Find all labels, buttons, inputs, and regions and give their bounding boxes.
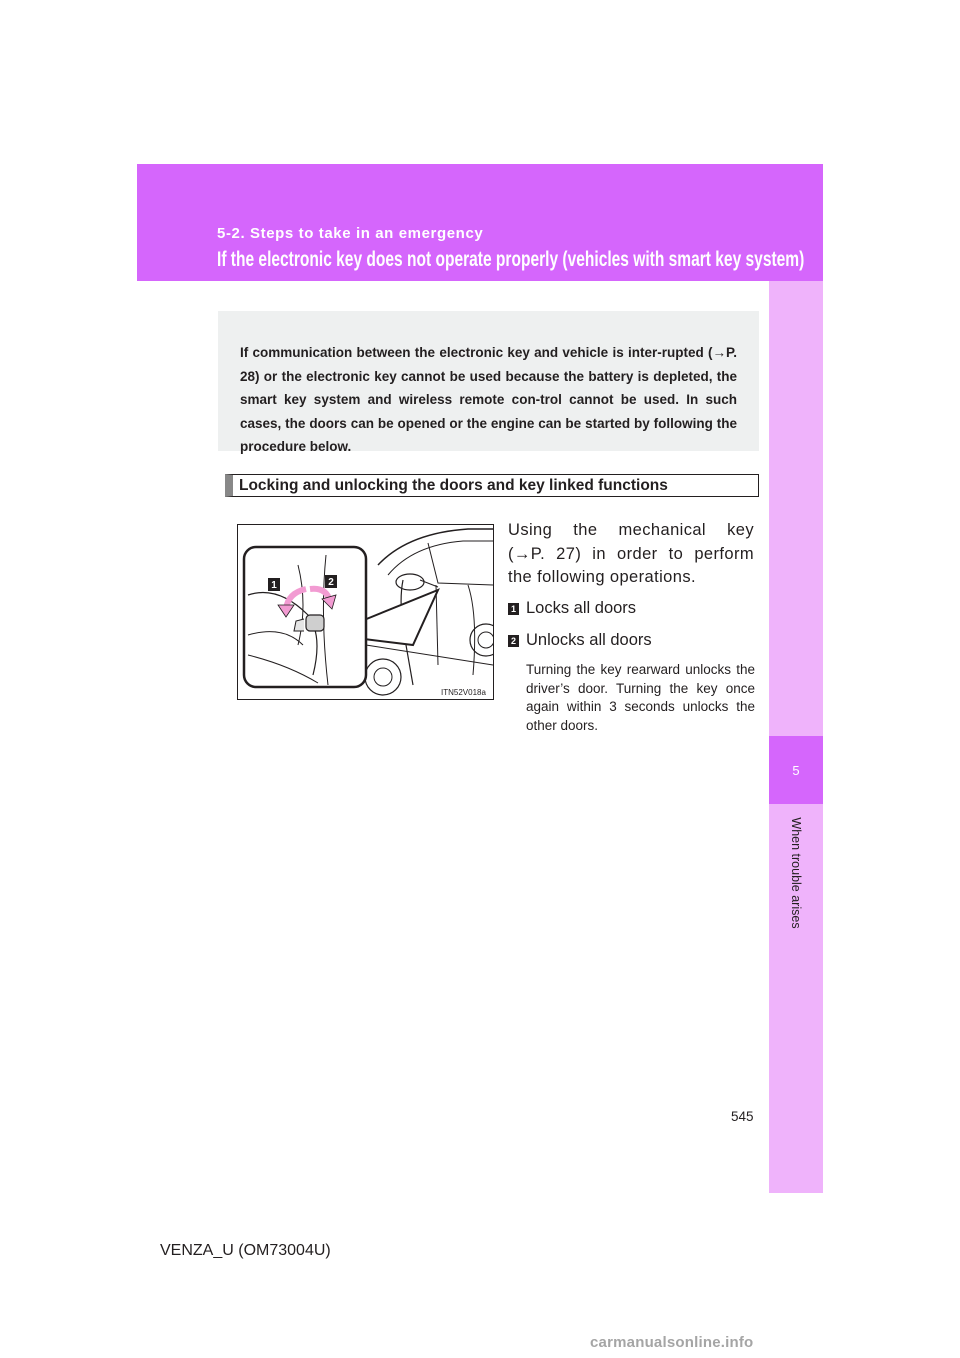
section-heading: Locking and unlocking the doors and key linked functions (225, 474, 759, 497)
step-number-badge: 2 (508, 635, 519, 647)
callout-1: 1 (271, 580, 277, 591)
section-label: 5-2. Steps to take in an emergency (217, 225, 484, 242)
page-number: 545 (731, 1109, 754, 1124)
body-line-2: (→P. 27) in order to perform (508, 544, 754, 563)
chapter-number: 5 (792, 762, 800, 778)
watermark: carmanualsonline.info (590, 1334, 754, 1351)
chapter-tab[interactable] (769, 736, 823, 804)
document-code: VENZA_U (OM73004U) (160, 1242, 331, 1259)
figure-code: ITN52V018a (441, 688, 486, 697)
step-label: Unlocks all doors (526, 631, 652, 649)
note-text: Turning the key rearward unlocks the driver’s door. Turning the key once again within 3 seconds unlocks the other doors. (526, 662, 755, 733)
body-paragraph (508, 519, 754, 590)
page-title: If the electronic key does not operate properly (vehicles with smart key system) (217, 248, 805, 271)
body-line-1: Using the mechanical key (508, 521, 754, 539)
callout-2: 2 (328, 577, 334, 588)
step-number-badge: 1 (508, 603, 519, 615)
step-item (508, 631, 652, 650)
step-item (508, 599, 636, 618)
door-key-illustration (237, 524, 494, 700)
body-line-3: the following operations. (508, 568, 696, 586)
intro-box (218, 311, 759, 454)
step-label: Locks all doors (526, 599, 637, 617)
intro-text: If communication between the electronic key and vehicle is inter-rupted (→P. 28) or the electronic key cannot be used because the battery is depleted, the smart key system and wireless remote con-trol cannot be used. In such cases, the doors can be opened or the engine can be started by following the procedure below. (240, 345, 737, 454)
chapter-title: When trouble arises (789, 817, 803, 929)
door-key-drawing (238, 525, 493, 699)
